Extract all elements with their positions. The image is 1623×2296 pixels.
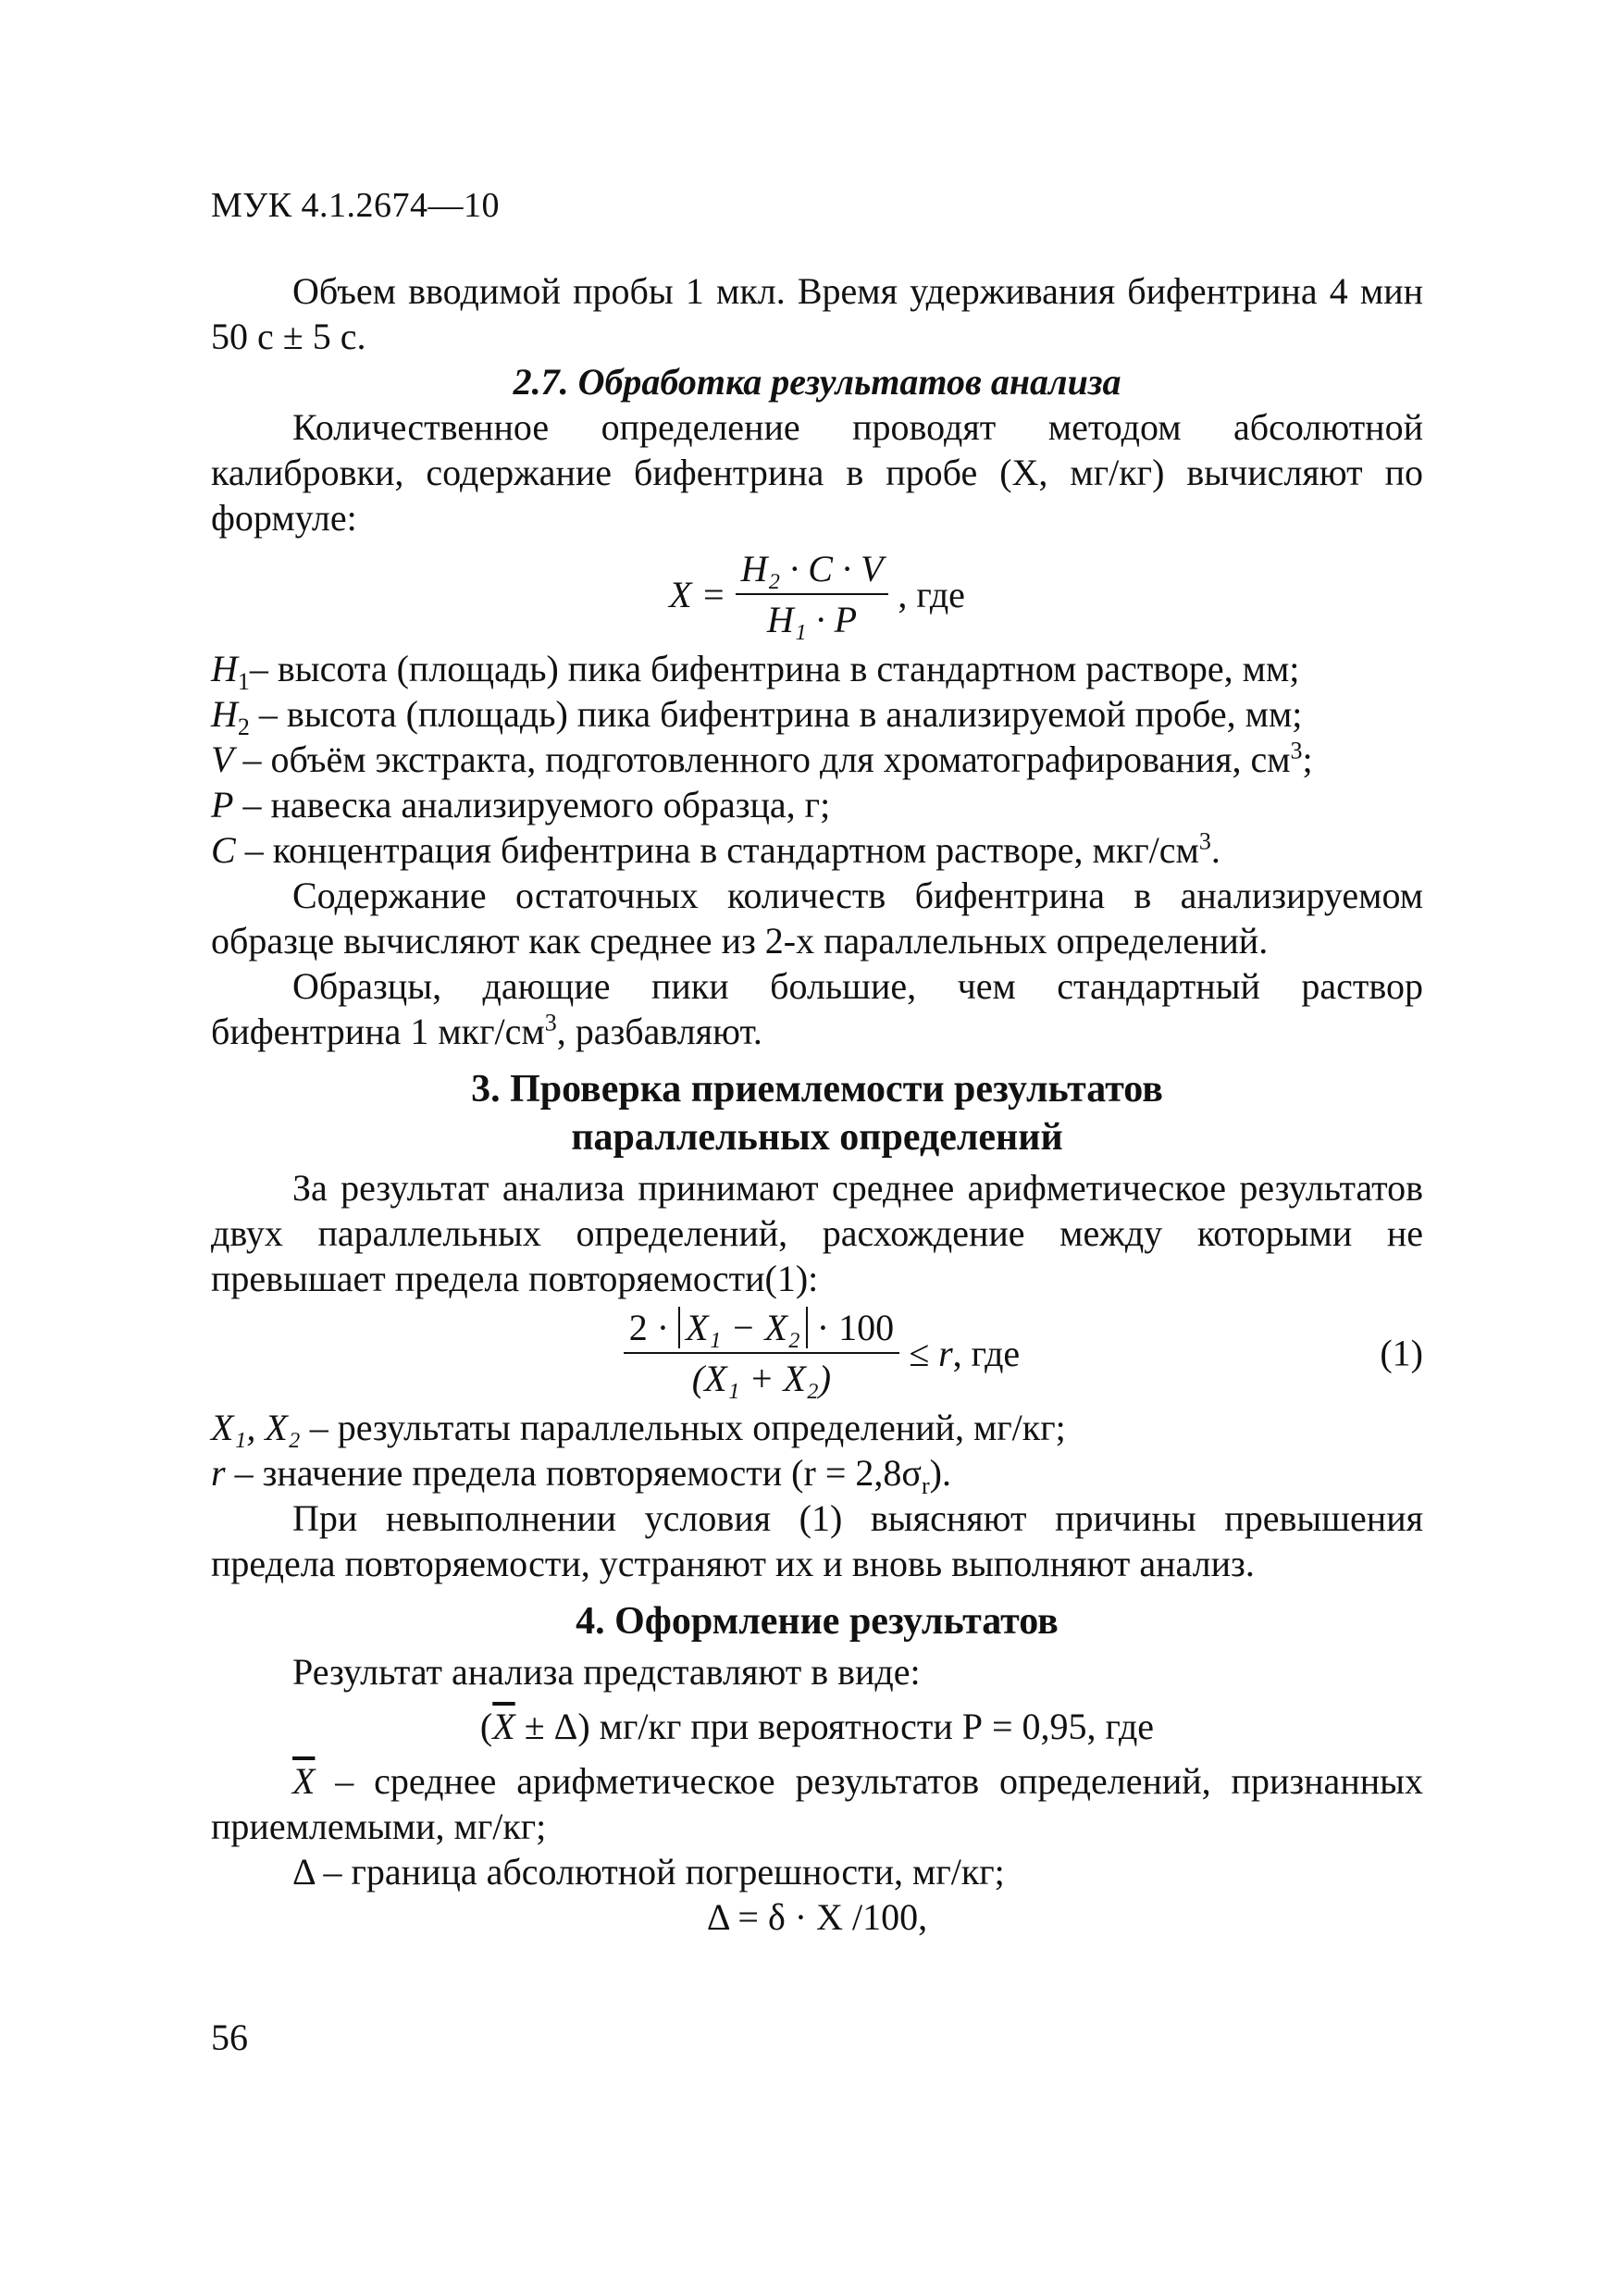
document-code-header: МУК 4.1.2674—10 <box>211 186 501 225</box>
paragraph-residue-content: Содержание остаточных количеств бифентрина в анализируемом образце вычисляют как среднее из 2-х параллельных определений. <box>211 875 1423 962</box>
section-heading-3: 3. Проверка приемлемости результатов параллельных определений <box>471 1068 1163 1159</box>
definition-p: P – навеска анализируемого образца, г; <box>211 784 831 825</box>
definition-delta: Δ – граница абсолютной погрешности, мг/кг; <box>292 1851 1005 1893</box>
paragraph-non-compliance: При невыполнении условия (1) выясняют причины превышения предела повторяемости, устраняют их и вновь выполняют анализ. <box>211 1497 1423 1584</box>
definition-c: C – концентрация бифентрина в стандартном растворе, мкг/$см^3$. <box>211 827 1220 871</box>
formula-x-lhs: X = <box>669 573 726 615</box>
page-body <box>211 268 1423 1940</box>
formula-x-suffix: , где <box>898 573 965 615</box>
definition-h2: $H_2$ – высота (площадь) пика бифентрина в анализируемой пробе, мм; <box>211 693 1303 740</box>
formula-delta: Δ = δ · Х /100, <box>706 1896 928 1938</box>
formula-x-denominator: H₁ · P <box>766 599 858 640</box>
formula-repeatability-suffix: , где <box>952 1332 1021 1374</box>
formula-x-numerator: H₂ · C · V <box>736 546 889 595</box>
definition-r: r – значение предела повторяемости $(r = 2,8\sigma_r)$. <box>211 1452 951 1499</box>
formula-repeatability-fraction <box>624 1305 899 1401</box>
formula-result: $(\overline{X} \pm \Delta)$ мг/кг при вероятности Р = 0,95, где <box>479 1706 1155 1747</box>
equation-number: (1) <box>1380 1332 1423 1374</box>
paragraph-injection-volume: Объем вводимой пробы 1 мкл. Время удерживания бифентрина 4 мин 50 с ± 5 с. <box>211 270 1423 357</box>
page-number: 56 <box>211 2017 248 2058</box>
definition-xbar: $\overline{X}$ – среднее арифметическое результатов определений, признанных приемлемыми, мг/кг; <box>211 1760 1423 1847</box>
definition-h1: $H_1-$ высота (площадь) пика бифентрина в стандартном растворе, мм; <box>211 648 1300 695</box>
formula-x-fraction <box>736 546 889 642</box>
definition-x1-x2: X₁, X₂ – результаты параллельных определений, мг/кг; <box>211 1407 1066 1448</box>
paragraph-dilution: Образцы, дающие пики большие, чем стандартный раствор бифентрина 1 мкг/$см^3$, разбавляют. <box>211 965 1423 1052</box>
formula-x <box>211 546 1423 642</box>
paragraph-result-form: Результат анализа представляют в виде: <box>292 1651 921 1693</box>
formula-repeatability-denominator: (X₁ + X₂) <box>691 1358 832 1399</box>
definition-v: V – объём экстракта, подготовленного для хроматографирования, $см^3$; <box>211 737 1313 780</box>
subsection-heading-2-7: 2.7. Обработка результатов анализа <box>513 361 1121 403</box>
paragraph-calibration: Количественное определение проводят методом абсолютной калибровки, содержание бифентрина в пробе (X, мг/кг) вычисляют по формуле: <box>211 406 1423 539</box>
section-heading-4: 4. Оформление результатов <box>576 1600 1059 1643</box>
paragraph-acceptance: За результат анализа принимают среднее арифметическое результатов двух параллельных определений, расхождение между которыми не превышает предела повторяемости(1): <box>211 1167 1423 1299</box>
formula-repeatability-numerator: 2 · X₁ − X₂ · 100 <box>624 1305 899 1354</box>
formula-repeatability <box>211 1305 1423 1401</box>
formula-repeatability-rhs: ≤ r <box>909 1332 953 1374</box>
